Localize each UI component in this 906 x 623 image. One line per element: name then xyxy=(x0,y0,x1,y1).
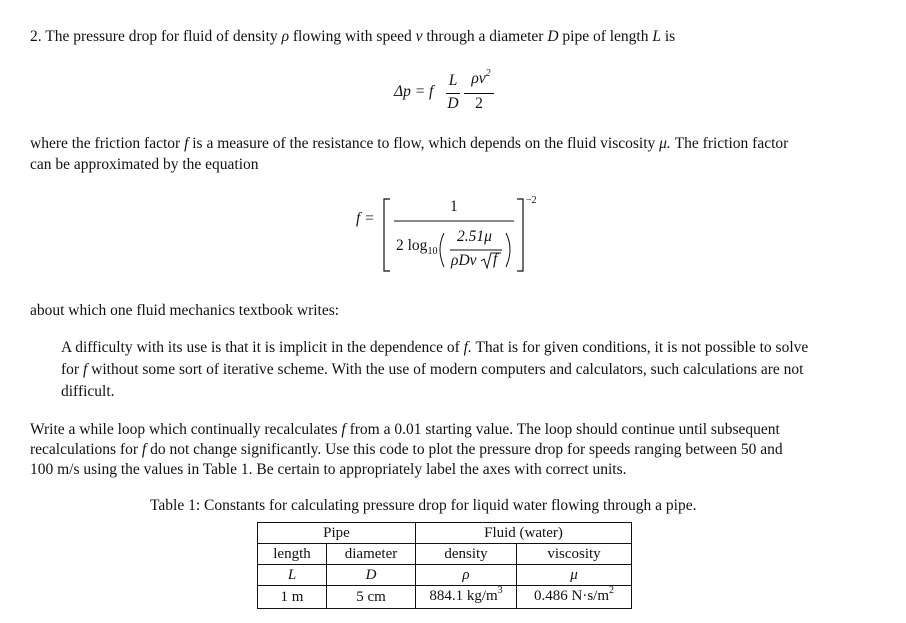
header-viscosity: viscosity xyxy=(517,544,632,565)
text-segment: for xyxy=(61,361,80,378)
textbook-intro: about which one fluid mechanics textbook writes: xyxy=(30,302,340,319)
symbol-L: L xyxy=(652,28,661,45)
symbol-f: f xyxy=(184,135,189,152)
symbol-cell-D: D xyxy=(327,565,416,586)
sqrt-sign xyxy=(481,253,501,268)
friction-factor-text-line2: can be approximated by the equation xyxy=(30,156,259,173)
eq1-fraction-bar-2 xyxy=(464,93,494,94)
eq2-log-label: 2 log xyxy=(396,237,428,254)
eq1-denominator xyxy=(446,95,460,113)
text-segment: where the friction factor xyxy=(30,135,181,152)
value-length: 1 m xyxy=(258,586,327,609)
eq1-numerator-rhov: ρv xyxy=(471,70,486,87)
text-segment: is xyxy=(664,28,676,45)
text-segment: The friction factor xyxy=(674,135,789,152)
group-header-pipe: Pipe xyxy=(258,523,416,544)
text-segment: flowing with speed xyxy=(292,28,412,45)
symbol-f: f xyxy=(341,421,346,438)
text-segment: do not change significantly. Use this code to plot the pressure drop for speeds ranging between 50 and xyxy=(150,441,783,458)
friction-factor-text xyxy=(30,134,788,154)
symbol-mu: μ. xyxy=(659,135,671,152)
constants-table xyxy=(257,522,632,609)
header-density: density xyxy=(416,544,517,565)
text-segment: The pressure drop for fluid of density xyxy=(45,28,278,45)
text-segment: recalculations for xyxy=(30,441,139,458)
value-density: 884.1 kg/m xyxy=(429,588,498,604)
symbol-f: f. xyxy=(463,339,472,356)
problem-statement xyxy=(30,27,675,47)
text-segment: pipe of length xyxy=(562,28,649,45)
viscosity-unit-exponent: 2 xyxy=(609,585,614,596)
quote-line-3: difficult. xyxy=(61,383,115,400)
symbol-v: v xyxy=(415,28,423,45)
eq1-numerator-L: L xyxy=(448,72,458,89)
eq2-lhs: f = xyxy=(356,210,375,227)
eq1-denominator-D: D xyxy=(447,95,459,112)
right-square-bracket xyxy=(517,199,523,271)
symbol-cell-L: L xyxy=(258,565,327,586)
table-caption: Table 1: Constants for calculating pressure drop for liquid water flowing through a pipe. xyxy=(150,497,697,514)
eq2-inner-denominator: ρDv xyxy=(451,252,477,269)
text-segment: A difficulty with its use is that it is implicit in the dependence of xyxy=(61,339,460,356)
text-segment: Write a while loop which continually recalculates xyxy=(30,421,338,438)
eq2-two-log xyxy=(396,237,437,255)
eq1-exponent: 2 xyxy=(485,68,491,79)
left-square-bracket xyxy=(384,199,390,271)
symbol-cell-mu: μ xyxy=(517,565,632,586)
value-diameter: 5 cm xyxy=(327,586,416,609)
quote-line-1 xyxy=(61,338,808,358)
symbol-cell-rho: ρ xyxy=(416,565,517,586)
symbol-D: D xyxy=(547,28,559,45)
eq2-outer-exponent: −2 xyxy=(526,195,537,206)
table-value-row xyxy=(258,586,632,609)
eq2-sqrt-f: f xyxy=(493,251,498,268)
text-segment: through a diameter xyxy=(426,28,544,45)
task-line-2 xyxy=(30,440,783,460)
header-length: length xyxy=(258,544,327,565)
table-symbol-row xyxy=(258,565,632,586)
eq1-denominator-two: 2 xyxy=(475,95,483,112)
value-viscosity: 0.486 N·s/m xyxy=(534,588,609,604)
task-line-3: 100 m/s using the values in Table 1. Be certain to appropriately label the axes with correct units. xyxy=(30,461,627,478)
eq1-two xyxy=(464,95,494,113)
quote-line-2 xyxy=(61,360,803,380)
symbol-rho: ρ xyxy=(281,28,290,45)
left-paren xyxy=(440,233,444,267)
table-header-row xyxy=(258,544,632,565)
eq1-lhs: Δp = f xyxy=(394,83,434,100)
header-diameter: diameter xyxy=(327,544,416,565)
table-group-row xyxy=(258,523,632,544)
symbol-f: f xyxy=(82,361,88,378)
task-line-1 xyxy=(30,420,780,440)
group-header-fluid: Fluid (water) xyxy=(416,523,632,544)
text-segment: That is for given conditions, it is not possible to solve xyxy=(475,339,809,356)
eq1-rho-v xyxy=(464,70,498,88)
text-segment: without some sort of iterative scheme. With the use of modern computers and calculators, such calculations are not xyxy=(91,361,804,378)
eq1-fraction-bar-1 xyxy=(446,93,460,94)
eq1-L-over-D xyxy=(446,72,460,90)
text-segment: is a measure of the resistance to flow, which depends on the fluid viscosity xyxy=(192,135,656,152)
eq2-log-base: 10 xyxy=(427,246,438,257)
value-density-cell xyxy=(416,586,517,609)
problem-number: 2. xyxy=(30,28,42,45)
eq2-numerator-one: 1 xyxy=(450,198,458,215)
density-unit-exponent: 3 xyxy=(497,585,503,596)
eq2-inner-numerator: 2.51μ xyxy=(457,228,492,245)
text-segment: from a 0.01 starting value. The loop should continue until subsequent xyxy=(349,421,780,438)
right-paren xyxy=(506,233,510,267)
value-viscosity-cell xyxy=(517,586,632,609)
symbol-f: f xyxy=(141,441,147,458)
